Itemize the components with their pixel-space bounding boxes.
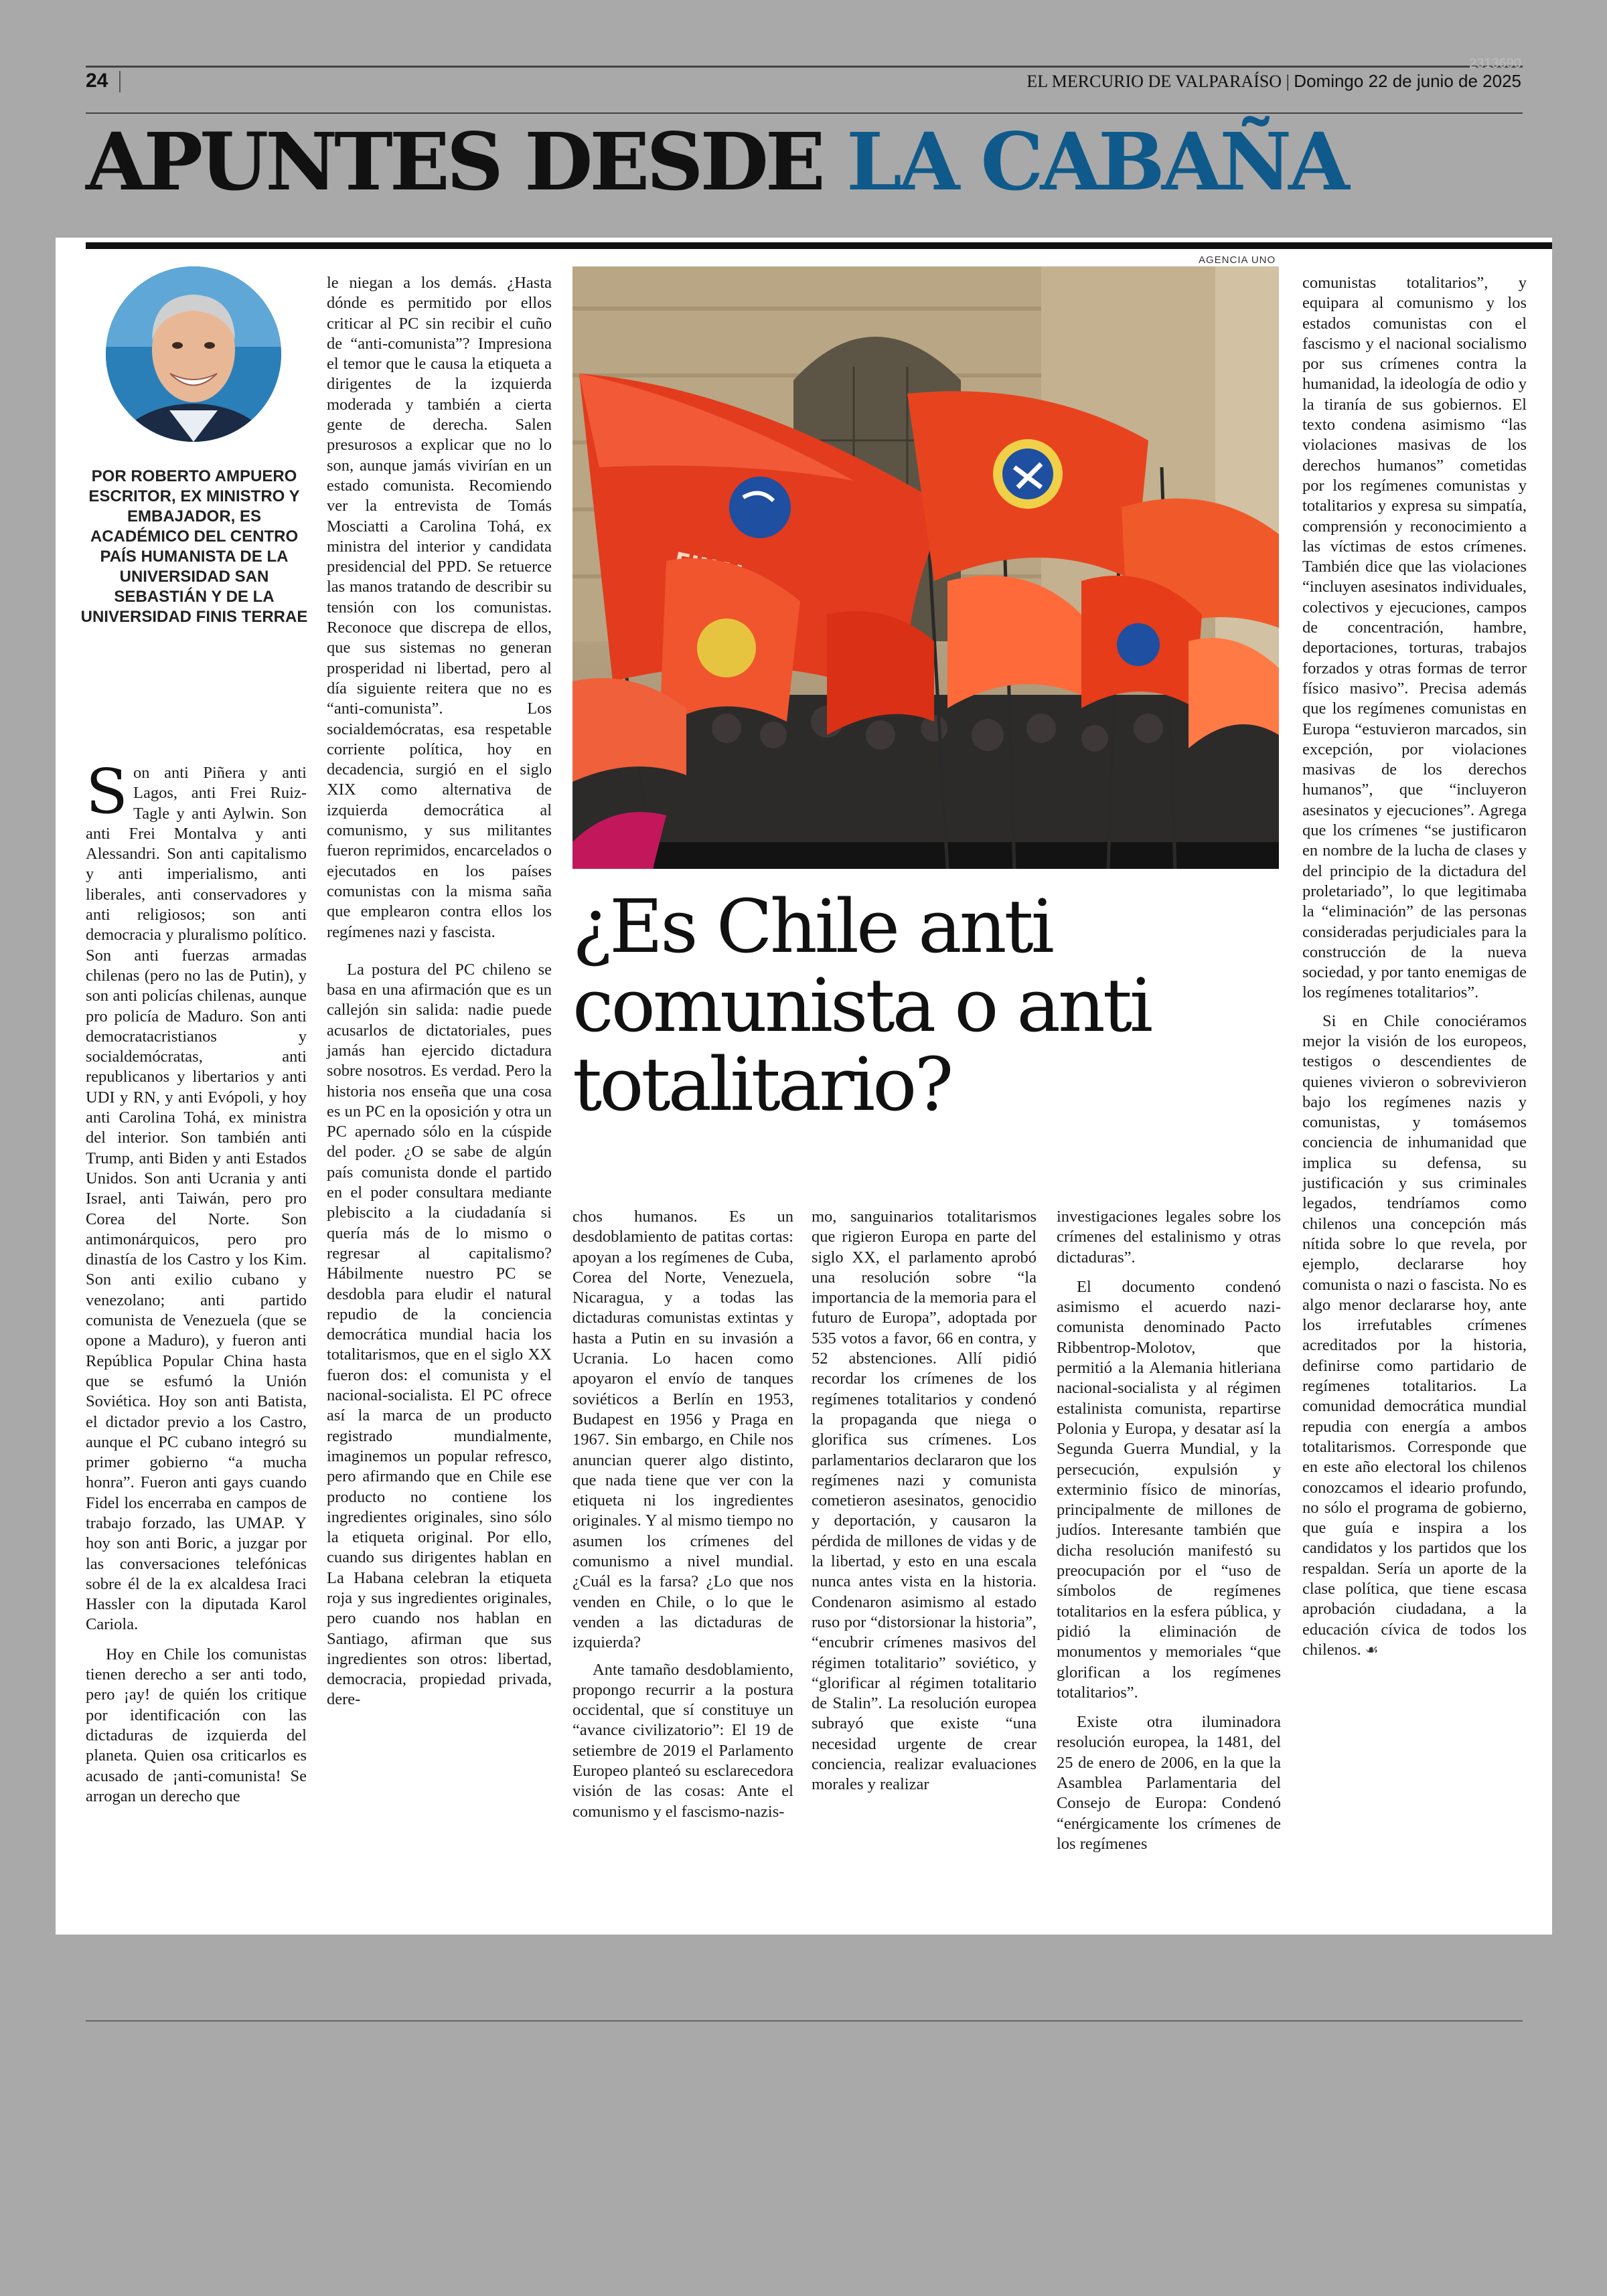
header-top-rule <box>86 66 1523 68</box>
author-portrait-image <box>106 266 281 442</box>
publication-date: Domingo 22 de junio de 2025 <box>1294 71 1521 91</box>
column-2-paragraph-1: le niegan a los demás. ¿Hasta dónde es permitido por ellos criticar al PC sin recibir el cuño de “anti-comunista”? Impresiona el temor que le causa la etiqueta a dirigentes de la izquierda moderada y también a cierta gente de derecha. Salen presurosos a explicar que no lo son, aunque jamás vivirían en un estado comunista. Recomiendo ver la entrevista de Tomás Mosciatti a Carolina Tohá, ex ministra del interior y candidata presidencial del PPD. Se retuerce las manos tratando de describir su tensión con los comunistas. Reconoce que discrepa de ellos, que sus sistemas no generan prosperidad ni libertad, pero al día siguiente reitera que no es “anti-comunista”. Los socialdemócratas, esa respetable corriente política, hoy en decadencia, surgió en el siglo XIX como alternativa de izquierda democrática al comunismo, y sus militantes fueron reprimidos, encarcelados o ejecutados en los países comunistas con la misma saña que emplearon contra ellos los regímenes nazi y fascista. <box>327 274 552 941</box>
column-5-paragraph-1: investigaciones legales sobre los crímenes del estalinismo y otras dictaduras”. <box>1057 1208 1281 1266</box>
column-3-paragraph-2: Ante tamaño desdoblamiento, propongo recurrir a la postura occidental, que sí constituye un “avance civilizatorio”: El 19 de setiembre de 2019 el Parlamento Europeo planteó su esclarecedora visión de las cosas: Ante el comunismo y el fascismo-nazis- <box>572 1660 793 1821</box>
article-photo <box>572 266 1279 869</box>
page-number-divider <box>119 71 121 92</box>
author-byline: POR ROBERTO AMPUERO ESCRITOR, EX MINISTRO Y EMBAJADOR, ES ACADÉMICO DEL CENTRO PAÍS HUMANISTA DE LA UNIVERSIDAD SAN SEBASTIÁN Y DE LA UNIVERSIDAD FINIS TERRAE <box>80 467 308 626</box>
publication-name: EL MERCURIO DE VALPARAÍSO <box>1026 72 1282 91</box>
article-column-5 <box>1057 1207 1281 1854</box>
section-rule <box>86 242 1552 249</box>
drop-cap: S <box>86 756 129 827</box>
footer-rule <box>86 2020 1523 2022</box>
column-5-paragraph-2: El documento condenó asimismo el acuerdo nazi-comunista denominado Pacto Ribbentrop-Molotov, que permitió a la Alemania hitleriana nacional-socialista y al régimen estalinista comunista, repartirse Polonia y Europa, y desatar así la Segunda Guerra Mundial, y la persecución, expulsión y exterminio físico de minorías, principalmente de millones de judíos. Interesante también que dicha resolución manifestó su preocupación por el “uso de símbolos de regímenes totalitarios en la esfera pública, y pidió la eliminación de monumentos y memoriales “que glorifican a los regímenes totalitarios”. <box>1057 1277 1281 1702</box>
column-5-paragraph-3: Existe otra iluminadora resolución europea, la 1481, del 25 de enero de 2006, en la que la Asamblea Parlamentaria del Consejo de Europa: Condenó “enérgicamente los crímenes de los regímenes <box>1057 1713 1281 1853</box>
column-6-paragraph-2 <box>1302 1011 1527 1661</box>
page-number: 24 <box>86 70 108 92</box>
section-title-part1: APUNTES DESDE <box>86 115 822 208</box>
column-6-paragraph-1: comunistas totalitarios”, y equipara al comunismo y los estados comunistas con el fascismo y el nacional socialismo por sus crímenes contra la humanidad, la ideología de odio y la tiranía de sus gobiernos. El texto condena asimismo “las violaciones masivas de los derechos humanos” cometidas por los regímenes comunistas y totalitarios y expresa su simpatía, comprensión y reconocimiento a las víctimas de estos crímenes. También dice que las violaciones “incluyen asesinatos individuales, colectivos y ejecuciones, campos de concentración, hambre, deportaciones, torturas, trabajos forzados y otras formas de terror físico masivo”. Precisa además que los regímenes comunistas en Europa “estuvieron marcados, sin excepción, por violaciones masivas de los derechos humanos”, que “incluyeron asesinatos y ejecuciones”. Agrega que los crímenes “se justificaron en nombre de la lucha de clases y del principio de la dictadura del proletariado”, lo que legitimaba la “eliminación” de las personas consideradas perjudiciales para la construcción de la nueva sociedad, y por tanto enemigas de los regímenes totalitarios”. <box>1302 274 1527 1002</box>
article-column-1 <box>86 756 307 1807</box>
header-bottom-rule <box>86 112 1523 114</box>
end-mark-icon: ☙ <box>1365 1641 1379 1659</box>
watermark-top: 2313690 <box>1469 56 1521 71</box>
flags-rally-image <box>572 266 1279 869</box>
article-column-2 <box>327 273 552 1710</box>
section-title <box>86 115 1347 208</box>
column-4-paragraph-1: mo, sanguinarios totalitarismos que rigieron Europa en parte del siglo XX, el parlamento aprobó una resolución sobre “la importancia de la memoria para el futuro de Europa”, adoptada por 535 votos a favor, 66 en contra, y 52 abstenciones. Allí pidió recordar los crímenes de los regímenes totalitarios y condenó la propaganda que niega o glorifica sus crímenes. Los parlamentarios declararon que los regímenes nazi y comunista cometieron asesinatos, genocidio y deportación, y causaron la pérdida de millones de vidas y de la libertad, y esto en una escala nunca antes vista en la historia. Condenaron asimismo al estado ruso por “distorsionar la historia”, “encubrir crímenes masivos del régimen totalitario” soviético, y “glorificar al régimen totalitario de Stalin”. La resolución europea subrayó que existe “una necesidad urgente de crear conciencia, realizar evaluaciones morales y realizar <box>812 1208 1037 1794</box>
column-3-paragraph-1: chos humanos. Es un desdoblamiento de patitas cortas: apoyan a los regímenes de Cuba, Corea del Norte, Venezuela, Nicaragua, y a todas las dictaduras comunistas extintas y hasta a Putin en su invasión a Ucrania. Lo hacen como apoyaron el envío de tanques soviéticos a Berlín en 1953, Budapest en 1956 y Praga en 1967. Sin embargo, en Chile nos anuncian querer algo distinto, que nada tiene que ver con la etiqueta ni los ingredientes originales. Y al mismo tiempo no asumen los crímenes del comunismo a nivel mundial. ¿Cuál es la farsa? ¿Lo que nos venden en Chile, o lo que le venden a las dictaduras de izquierda? <box>572 1208 793 1652</box>
column-2-paragraph-2: La postura del PC chileno se basa en una afirmación que es un callejón sin salida: nadie puede acusarlos de dictatoriales, pues jamás han ejercido dictadura sobre nosotros. Es verdad. Pero la historia nos enseña que una cosa es un PC en la oposición y otra un PC apernado sólo en la cúspide del poder. ¿O se sabe de algún país comunista donde el partido en el poder consultara mediante plebiscito a la ciudadanía si quería más de lo mismo o regresar al capitalismo? Hábilmente nuestro PC se desdobla para eludir el natural repudio de la conciencia democrática mundial hacia los totalitarismos, que en el siglo XX fueron dos: el comunista y el nacional-socialista. El PC ofrece así la marca de un producto registrado mundialmente, imaginemos un popular refresco, pero afirmando que en Chile ese producto no contiene los ingredientes originales, sino sólo la etiqueta original. Por ello, cuando sus dirigentes hablan en La Habana celebran la etiqueta roja y sus ingredientes originales, pero cuando nos hablan en Santiago, afirman que sus ingredientes son otros: libertad, democracia, propiedad privada, dere- <box>327 960 552 1709</box>
section-title-part2: LA CABAÑA <box>846 115 1347 208</box>
article-column-6 <box>1302 273 1527 1661</box>
column-1-paragraph-2: Hoy en Chile los comunistas tienen derecho a ser anti todo, pero ¡ay! de quién los critique por identificación con las dictaduras de izquierda del planeta. Quien osa criticarlos es acusado de ¡anti-comunista! Se arrogan un derecho que <box>86 1645 307 1805</box>
column-1-paragraph-1: on anti Piñera y anti Lagos, anti Frei Ruiz-Tagle y anti Aylwin. Son anti Frei Montalva y anti Alessandri. Son anti capitalismo y anti imperialismo, anti liberales, anti conservadores y anti religiosos; son anti democracia y pluralismo político. Son anti fuerzas armadas chilenas (pero no las de Putin), y son anti policías chilenas, aunque pro policía de Maduro. Son anti democratacristianos y socialdemócratas, anti republicanos y libertarios y anti UDI y RN, y anti Evópoli, y hoy anti Carolina Tohá, ex ministra del interior. Son también anti Trump, anti Biden y anti Estados Unidos. Son anti Ucrania y anti Israel, anti Taiwán, pero pro Corea del Norte. Son antimonárquicos, pero pro dinastía de los Castro y los Kim. Son anti exilio cubano y venezolano; anti partido comunista de Venezuela (que se opone a Maduro), y fueron anti República Popular China hasta que se esfumó la Unión Soviética. Hoy son anti Batista, el dictador previo a los Castro, aunque el PC cubano integró su primer gobierno “a mucha honra”. Fueron anti gays cuando Fidel los encerraba en campos de trabajo forzado, las UMAP. Y hoy son anti Boric, a juzgar por las conversaciones telefónicas sobre él de la ex alcaldesa Iraci Hassler con la diputada Karol Cariola. <box>86 764 307 1634</box>
column-6-paragraph-2-text: Si en Chile conociéramos mejor la visión de los europeos, testigos o descendientes de quienes vivieron o sobrevivieron bajo los regímenes nazis y comunistas, y tomásemos conciencia de inhumanidad que implica su defensa, su justificación y sus criminales legados, tendríamos como chilenos una concepción más nítida sobre lo que revela, por ejemplo, declararse hoy comunista o nazi o fascista. No es algo menor declararse hoy, ante los irrefutables crímenes acreditados por la historia, definirse como partidario de regímenes totalitarios. La comunidad democrática mundial repudia con energía a ambos totalitarismos. Corresponde que en este año electoral los chilenos conozcamos el ideario profundo, no sólo el programa de gobierno, que guía e inspira a los candidatos y los partidos que los respaldan. Sería un aporte de la clase política, que tiene escasa aprobación ciudadana, a la educación cívica de todos los chilenos. <box>1302 1011 1527 1659</box>
author-photo <box>106 266 281 442</box>
headline: ¿Es Chile anti comunista o anti totalitario? <box>572 884 1151 1127</box>
article-column-3 <box>572 1207 793 1822</box>
photo-credit: AGENCIA UNO <box>1199 254 1276 266</box>
article-column-4 <box>812 1207 1037 1795</box>
folio: EL MERCURIO DE VALPARAÍSO | Domingo 22 de junio de 2025 <box>1026 71 1521 91</box>
